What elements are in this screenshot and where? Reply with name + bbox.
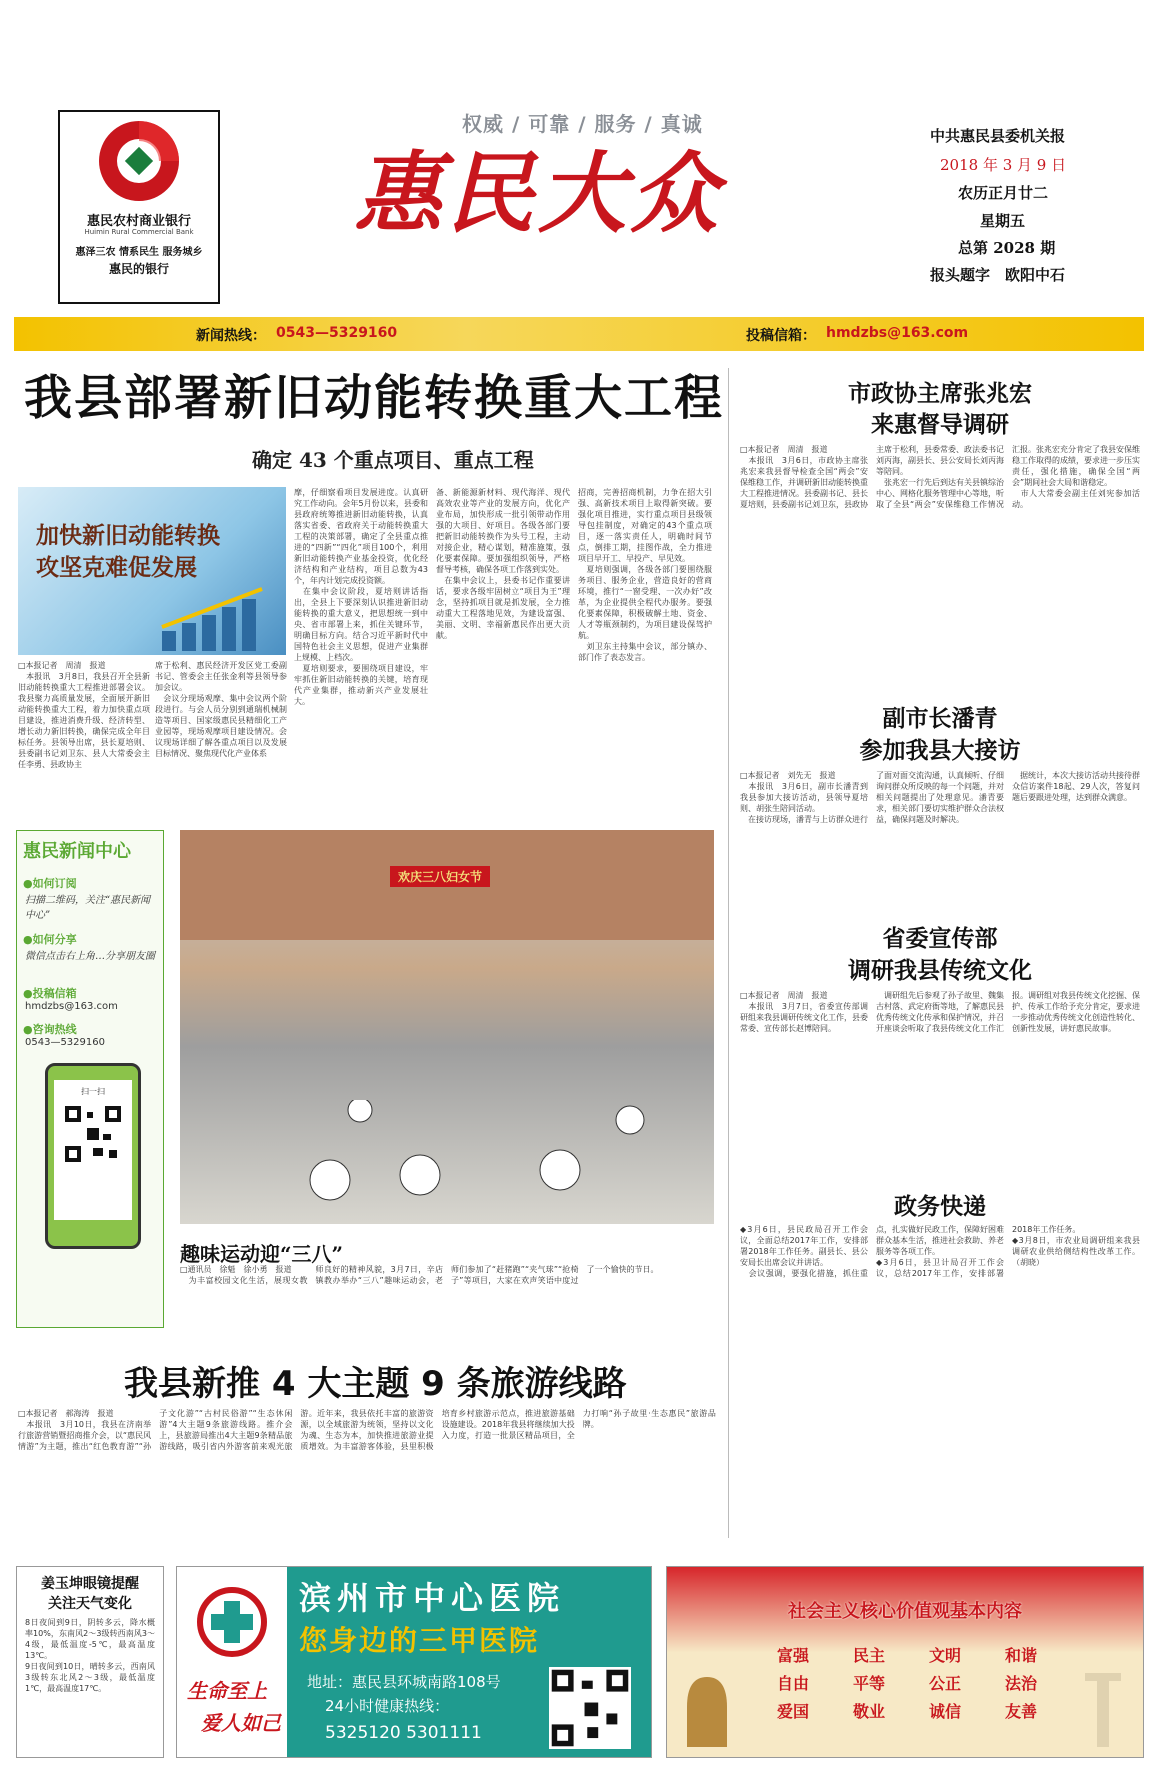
weekday: 星期五 bbox=[980, 212, 1026, 230]
values-row-2 bbox=[777, 1671, 1037, 1694]
side1-title-line1: 市政协主席张兆宏 bbox=[848, 380, 1032, 407]
side1-body: □本报记者 周清 报道 本报讯 3月6日，市政协主席张兆宏来我县督导检查全国“两会”安保维稳工作，并调研新旧动能转换重大工程推进情况。县委副书记、县长夏培则，县委副书记刘卫东，县政协主席于松利，县委常委、政法委书记刘丙海，副县长、县公安局长刘丙海等陪同。 张兆宏一行先后到达有关县镇综治中心、网格化服务管理中心等地，听取了全县“两会”安保维稳工作情况汇报。张兆宏充分肯定了我县安保维稳工作取得的成绩，要求进一步压实责任，强化措施，确保全国“两会”期间社会大局和谐稳定。 市人大常委会副主任刘宪参加活动。 bbox=[740, 445, 1140, 509]
bank-logo-icon bbox=[96, 118, 182, 204]
hospital-address: 地址：惠民县环城南路108号 bbox=[307, 1673, 501, 1691]
bank-name-en: Huimin Rural Commercial Bank bbox=[84, 228, 194, 236]
qr-code-icon bbox=[63, 1104, 123, 1164]
value-patriotism: 爱国 bbox=[777, 1702, 810, 1721]
value-justice: 公正 bbox=[928, 1674, 961, 1693]
stone-lion-icon bbox=[677, 1667, 737, 1747]
value-rule-of-law: 法治 bbox=[1004, 1674, 1037, 1693]
side2-title-line2: 参加我县大接访 bbox=[859, 737, 1021, 764]
lead-headline: 我县部署新旧动能转换重大工程 bbox=[24, 370, 725, 426]
brief-title: 政务快递 bbox=[894, 1193, 986, 1220]
lunar-date: 农历正月廿二 bbox=[958, 184, 1049, 202]
email-label: 投稿信箱： bbox=[746, 328, 816, 344]
lead-col-5: 招商，完善招商机制，力争在招大引强、高新技术项目上取得新突破。要强化项目推进，实行重点项目县级领导包挂制度，对确定的43个重点项目，逐一落实责任人，明确时间节点，倒排工期，挂图作战，全力推进项目早开工、早投产、早见效。 夏培则强调，各级各部门要围绕服务项目、服务企业，营造良好的营商环境，推行“一窗受理、一次办好”改革，为企业提供全程代办服务。要强化要素保障，积极破解土地、资金、人才等瓶颈制约，为项目建设保驾护航。 刘卫东主持集中会议，部分镇办、部门作了表态发言。 bbox=[578, 488, 712, 662]
lead-banner-image bbox=[18, 487, 286, 655]
hospital-cross-icon bbox=[197, 1587, 267, 1657]
brief-body: ◆3月6日，县民政局召开工作会议，全面总结2017年工作，安排部署2018年工作任务。副县长、县公安局长出席会议并讲话。 会议强调，要强化措施，抓住重点，扎实做好民政工作，保障好困难群众基本生活，推进社会救助、养老服务等各项工作。 ◆3月6日，县卫计局召开工作会议，总结2017年工作，安排部署2018年工作任务。 ◆3月8日，市农业局调研组来我县调研农业供给侧结构性改革工作。（胡晓） bbox=[740, 1225, 1140, 1278]
submit-email: hmdzbs@163.com bbox=[25, 1001, 118, 1012]
news-center-box bbox=[16, 830, 164, 1328]
huabiao-pillar-icon bbox=[1073, 1667, 1133, 1747]
side2-body: □本报记者 刘先无 报道 本报讯 3月6日，副市长潘青到我县参加大接访活动，县领导夏培则、胡张生陪同活动。 在接访现场，潘青与上访群众进行了面对面交流沟通，认真倾听、仔细询问群众所反映的每一个问题，并对相关问题提出了处理意见。潘青要求，相关部门要切实维护群众合法权益，确保问题及时解决。 据统计，本次大接访活动共接待群众信访案件18起、29人次，答复问题后要跟进处理，达到群众满意。 bbox=[740, 771, 1140, 824]
banner-text-2: 攻坚克难促发展 bbox=[36, 555, 197, 581]
hospital-slogan: 您身边的三甲医院 bbox=[299, 1624, 540, 1657]
lead-col-2: 席于松利、惠民经济开发区党工委副书记、管委会主任张金利等县领导参加会议。 会议分现场观摩、集中会议两个阶段进行。与会人员分别到通瑞机械制造等项目、国家级惠民县精细化工产业园等，现场观摩项目建设情况。会议现场详细了解各重点项目以及发展目标情况、聚焦现代化产业体系 bbox=[155, 661, 287, 758]
title-calligraphy-credit: 报头题字 欧阳中石 bbox=[930, 266, 1066, 284]
value-dedication: 敬业 bbox=[852, 1702, 885, 1721]
value-democracy: 民主 bbox=[852, 1646, 885, 1665]
side3-title-line2: 调研我县传统文化 bbox=[848, 957, 1032, 984]
column-divider bbox=[728, 368, 729, 1538]
phone-illustration bbox=[45, 1063, 141, 1249]
hotline-banner bbox=[14, 317, 1144, 351]
sports-photo bbox=[180, 830, 714, 1224]
soccer-balls-icon bbox=[300, 1100, 660, 1210]
issue-number: 总第 2028 期 bbox=[958, 239, 1056, 257]
lead-col-1: □本报记者 周清 报道 本报讯 3月8日，我县召开全县新旧动能转换重大工程推进部署会议。我县聚力高质量发展，全面展开新旧动能转换重大工程，着力加快重点项目建设，推进消费升级、经济转型、增长动力新旧转换，确保完成全年目标任务。县领导出席，县长夏培则、县委副书记刘卫东、县人大常委会主任李勇、县政协主 bbox=[18, 661, 150, 769]
hospital-ad-panel bbox=[287, 1567, 651, 1757]
photo-banner: 欢庆三八妇女节 bbox=[390, 866, 490, 887]
weather-subtitle: 关注天气变化 bbox=[48, 1596, 132, 1612]
values-row-1 bbox=[777, 1643, 1037, 1666]
side3-title-line1: 省委宣传部 bbox=[882, 925, 998, 952]
hospital-ad bbox=[176, 1566, 652, 1758]
value-freedom: 自由 bbox=[777, 1674, 810, 1693]
growth-chart-icon bbox=[158, 587, 282, 651]
share-text: 微信点击右上角…分享朋友圈 bbox=[25, 951, 155, 962]
value-civility: 文明 bbox=[928, 1646, 961, 1665]
hospital-motto-2: 爱人如己 bbox=[201, 1711, 281, 1735]
lead-col-3: 摩，仔细察看项目发展进度。认真研究工作动向。会年5月份以来，县委和县政府统筹推进新旧动能转换，认真落实省委、省政府关于动能转换重大工程的决策部署，确定了全县重点推进的“四新”“四化”项目100个，利用新旧动能转换产业基金投资，优化经济结构和产业结构，项目总数为43个，年内计划完成投资额。 在集中会议阶段，夏培则讲话指出，全县上下要深刻认识推进新旧动能转换的重大意义，把思想统一到中央、省市部署上来，抓住关键环节，明确目标方向。结合习近平新时代中国特色社会主义思想，促进产业集群上规模、上档次。 夏培则要求，要围绕项目建设，牢牢抓住新旧动能转换的关键，培育现代产业集群，推动新兴产业发展壮大。 bbox=[294, 488, 428, 706]
weather-body: 8日夜间到9日，阴转多云，降水概率10%，东南风2～3级转西南风3～4级，最低温度-5℃，最高温度13℃。 9日夜间到10日，晴转多云，西南风3级转东北风2～3级，最低温度1℃，最高温度17℃。 bbox=[25, 1618, 155, 1693]
bank-tagline: 惠民的银行 bbox=[108, 262, 169, 276]
follow-text: 扫描二维码，关注“惠民新闻中心” bbox=[25, 895, 151, 921]
hotline-label: 新闻热线： bbox=[196, 328, 266, 344]
paper-title: 惠民大众 bbox=[354, 141, 723, 245]
hospital-motto-1: 生命至上 bbox=[187, 1679, 267, 1703]
core-values-ad bbox=[666, 1566, 1144, 1758]
photo-body: □通讯员 徐魁 徐小勇 报道 为丰富校园文化生活，展现女教师良好的精神风貌，3月7日，辛店镇教办举办“三八”趣味运动会，老师们参加了“赶猪跑”“夹气球”“抢椅子”等项目，大家在欢声笑语中度过了一个愉快的节日。 bbox=[180, 1265, 659, 1285]
share-label: ●如何分享 bbox=[23, 933, 77, 946]
follow-label: ●如何订阅 bbox=[23, 877, 77, 890]
hospital-hotline-label: 24小时健康热线： bbox=[325, 1697, 450, 1715]
hotline-number: 0543—5329160 bbox=[276, 325, 398, 341]
lead-subhead: 确定 43 个重点项目、重点工程 bbox=[252, 448, 534, 472]
side3-body: □本报记者 周清 报道 本报讯 3月7日，省委宣传部调研组来我县调研传统文化工作，县委常委、宣传部长赵博陪同。 调研组先后参观了孙子故里、魏集古村落、武定府衙等地，了解惠民县优秀传统文化传承和保护情况，并召开座谈会听取了我县传统文化工作汇报。调研组对我县传统文化挖掘、保护、传承工作给予充分肯定，要求进一步推动优秀传统文化创造性转化、创新性发展，讲好惠民故事。 bbox=[740, 991, 1140, 1033]
value-integrity: 诚信 bbox=[928, 1702, 961, 1721]
organ: 中共惠民县委机关报 bbox=[930, 127, 1066, 145]
values-row-3 bbox=[777, 1699, 1037, 1722]
email-address: hmdzbs@163.com bbox=[826, 325, 969, 341]
side2-title-line1: 副市长潘青 bbox=[882, 705, 998, 732]
value-prosperity: 富强 bbox=[777, 1646, 810, 1665]
photo-caption: 趣味运动迎“三八” bbox=[180, 1242, 344, 1266]
hospital-phones: 5325120 5301111 bbox=[325, 1723, 482, 1743]
submit-label: ●投稿信箱 bbox=[23, 987, 77, 1000]
weather-title: 姜玉坤眼镜提醒 bbox=[41, 1576, 139, 1592]
hospital-name: 滨州市中心医院 bbox=[299, 1579, 566, 1617]
bank-slogan: 惠泽三农 情系民生 服务城乡 bbox=[75, 247, 203, 258]
scan-label: 扫一扫 bbox=[81, 1087, 105, 1096]
side1-title-line2: 来惠督导调研 bbox=[871, 411, 1009, 438]
weather-box bbox=[16, 1566, 164, 1758]
bank-ad-box bbox=[58, 110, 220, 304]
value-harmony: 和谐 bbox=[1004, 1646, 1037, 1665]
tourism-body: □本报记者 郝海涛 报道 本报讯 3月10日，我县在济南举行旅游营销暨招商推介会，以“惠民风情游”为主题，推出“红色教育游”“孙子文化游”“古村民俗游”“生态休闲游”4大主题9条旅游线路。推介会上，县旅游局推出4大主题9条精品旅游线路，吸引省内外游客前来观光旅游。近年来，我县依托丰富的旅游资源，以全域旅游为统领，坚持以文化为魂、生态为本，加快推进旅游业提质增效。为丰富游客体验，县里积极培育乡村旅游示范点，推进旅游基础设施建设。2018年我县将继续加大投入力度，打造一批景区精品项目，全力打响“孙子故里·生态惠民”旅游品牌。 bbox=[18, 1409, 716, 1451]
banner-text-1: 加快新旧动能转换 bbox=[36, 523, 220, 549]
lead-col-4: 备、新能源新材料、现代海洋、现代高效农业等产业的发展方向，优化产业布局，加快形成一批引领带动作用强的大项目、好项目。各级各部门要把新旧动能转换作为头号工程，主动对接企业，精心谋划，精准施策，强化要素保障。要加强组织领导，严格督导考核，确保各项工作落到实处。 在集中会议上，县委书记作重要讲话，要求各级牢固树立“项目为王”理念，坚持抓项目就是抓发展，全力推动重大工程落地见效，为建设富强、美丽、文明、幸福新惠民作出更大贡献。 bbox=[436, 488, 570, 640]
motto: 权威 / 可靠 / 服务 / 真诚 bbox=[462, 112, 703, 136]
hospital-qr-icon bbox=[549, 1667, 631, 1749]
bank-name: 惠民农村商业银行 bbox=[86, 214, 191, 229]
value-friendship: 友善 bbox=[1004, 1702, 1037, 1721]
consult-phone: 0543—5329160 bbox=[25, 1037, 105, 1048]
issue-date: 2018 年 3 月 9 日 bbox=[940, 156, 1067, 174]
values-title: 社会主义核心价值观基本内容 bbox=[788, 1601, 1022, 1622]
value-equality: 平等 bbox=[852, 1674, 885, 1693]
tourism-headline: 我县新推 4 大主题 9 条旅游线路 bbox=[124, 1364, 627, 1404]
phone-screen bbox=[54, 1080, 132, 1220]
consult-label: ●咨询热线 bbox=[23, 1023, 77, 1036]
news-center-title: 惠民新闻中心 bbox=[23, 841, 131, 862]
